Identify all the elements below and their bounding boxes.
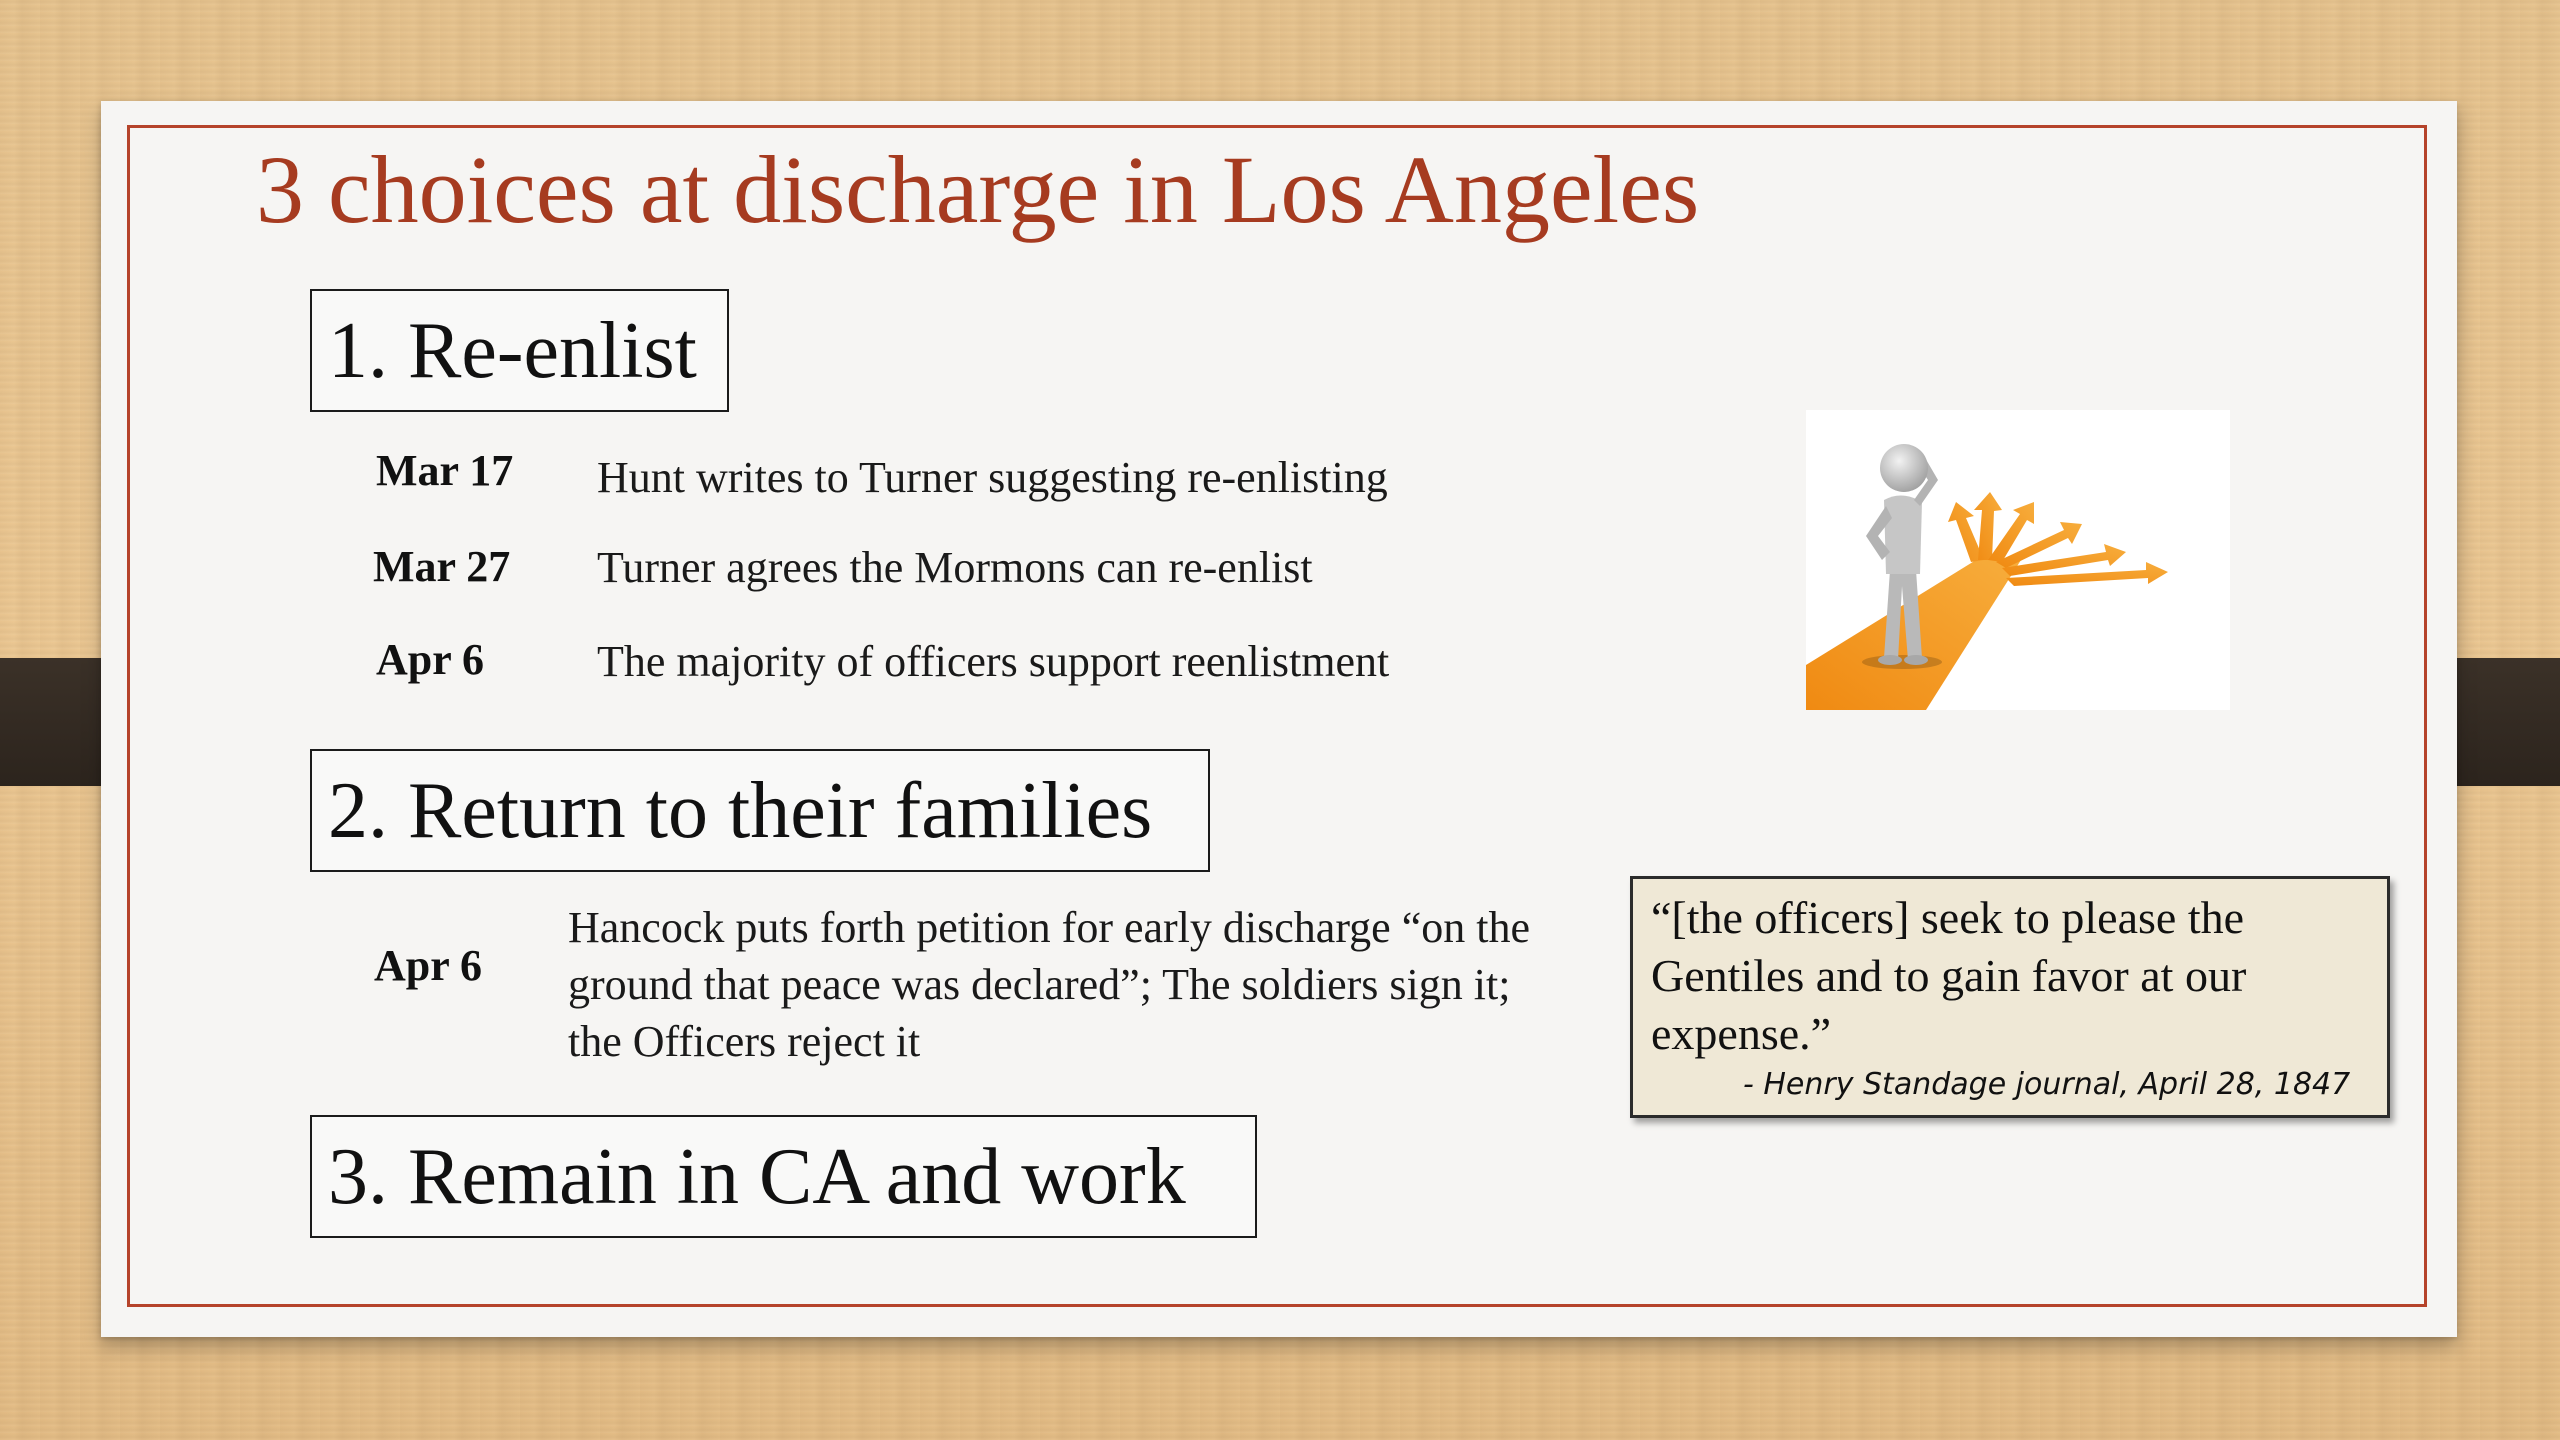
person-at-crossroads-icon bbox=[1806, 410, 2230, 710]
quote-box bbox=[1630, 876, 2390, 1118]
event-text: Hancock puts forth petition for early discharge “on the ground that peace was declared”; The soldiers sign it; the Officers reject it bbox=[568, 903, 1530, 1066]
crossroads-illustration bbox=[1806, 410, 2230, 710]
section-heading-return: 2. Return to their families bbox=[310, 749, 1210, 872]
slide-title: 3 choices at discharge in Los Angeles bbox=[256, 136, 1700, 243]
quote-attribution: - Henry Standage journal, April 28, 1847 bbox=[1743, 1067, 2351, 1102]
event-date: Mar 17 bbox=[376, 446, 514, 495]
section-heading-reenlist: 1. Re-enlist bbox=[310, 289, 729, 412]
event-text: The majority of officers support reenlistment bbox=[597, 637, 1390, 686]
section-heading-remain: 3. Remain in CA and work bbox=[310, 1115, 1257, 1238]
event-date: Apr 6 bbox=[374, 941, 482, 990]
event-date: Apr 6 bbox=[376, 635, 484, 684]
event-text: Turner agrees the Mormons can re-enlist bbox=[597, 543, 1313, 592]
event-text: Hunt writes to Turner suggesting re-enlisting bbox=[597, 453, 1388, 502]
event-date: Mar 27 bbox=[373, 542, 511, 591]
quote-text: “[the officers] seek to please the Gentiles and to gain favor at our expense.” bbox=[1651, 892, 2247, 1059]
